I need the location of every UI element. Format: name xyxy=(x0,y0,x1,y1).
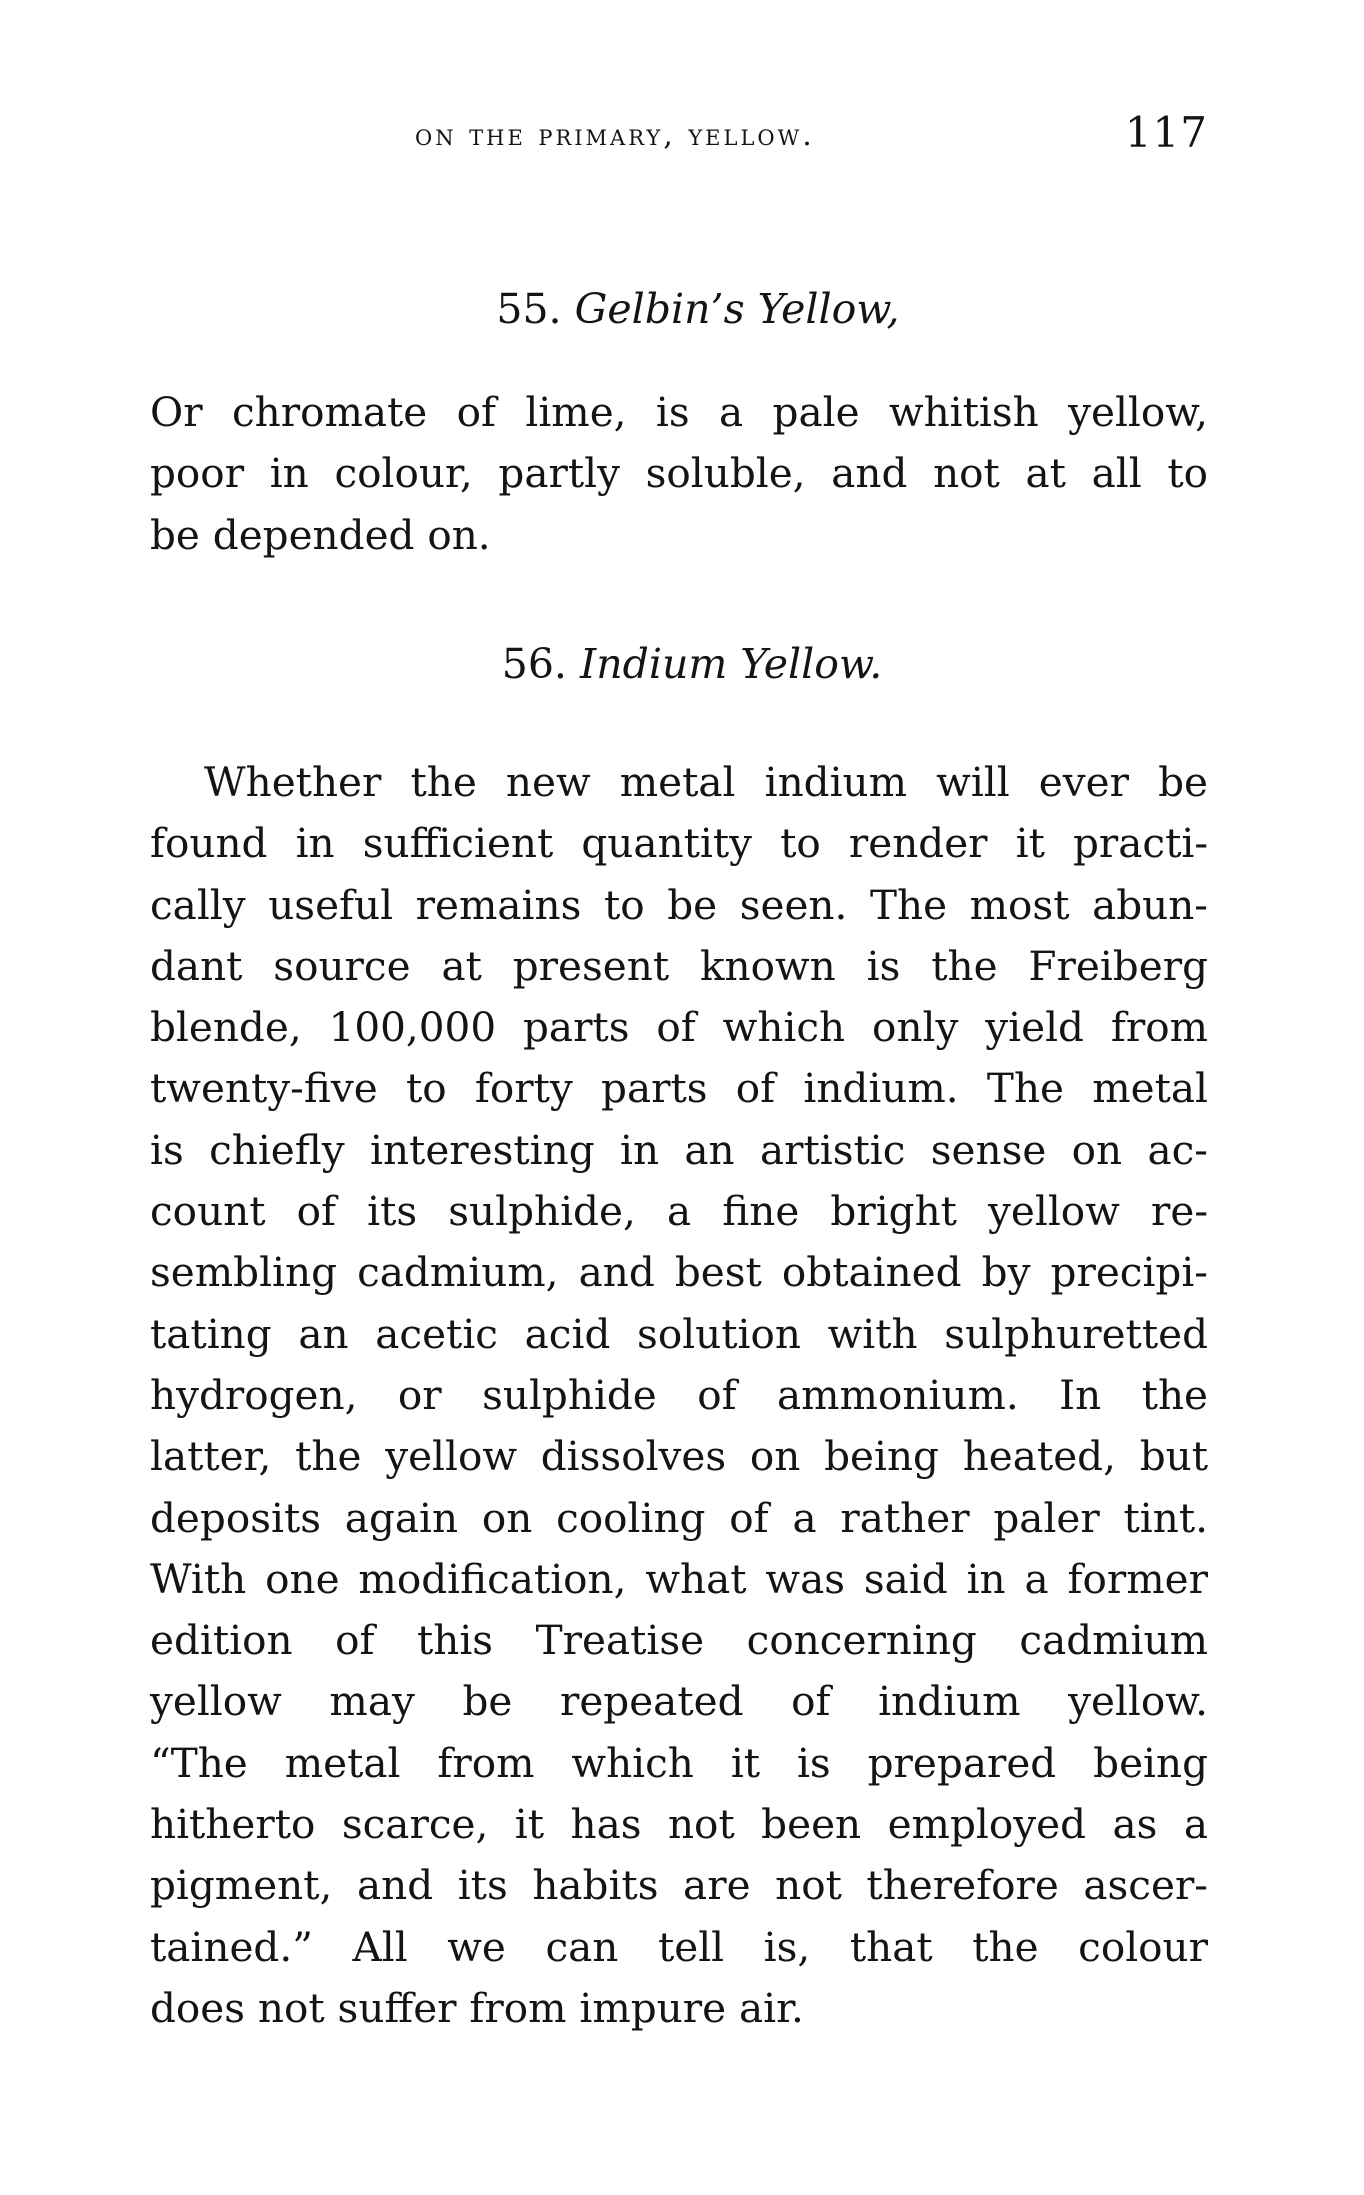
text-line: tained.” All we can tell is, that the colour xyxy=(150,1922,1208,1971)
section-heading-56 xyxy=(150,640,1208,688)
section-number: 56. xyxy=(501,640,567,688)
text-line: sembling cadmium, and best obtained by precipi- xyxy=(150,1248,1208,1297)
paragraph-gelbins-yellow xyxy=(150,382,1208,566)
text-line: found in sufficient quantity to render it practi- xyxy=(150,819,1208,868)
text-line: dant source at present known is the Freiberg xyxy=(150,941,1208,990)
text-line: Whether the new metal indium will ever be xyxy=(204,758,1208,806)
text-line: pigment, and its habits are not therefore ascer- xyxy=(150,1861,1208,1910)
section-title: Indium Yellow. xyxy=(580,640,883,688)
text-line: twenty-five to forty parts of indium. The metal xyxy=(150,1064,1208,1113)
section-title: Gelbin’s Yellow, xyxy=(574,285,900,333)
text-line: count of its sulphide, a fine bright yellow re- xyxy=(150,1187,1208,1236)
text-line: cally useful remains to be seen. The most abun- xyxy=(150,880,1208,929)
text-line: “The metal from which it is prepared being xyxy=(150,1738,1208,1787)
text-line: does not suffer from impure air. xyxy=(150,1983,804,2032)
text-line: With one modification, what was said in a former xyxy=(150,1554,1208,1603)
section-number: 55. xyxy=(496,285,562,333)
text-line: hydrogen, or sulphide of ammonium. In the xyxy=(150,1370,1208,1419)
text-line: poor in colour, partly soluble, and not at all to xyxy=(150,449,1208,498)
text-line: hitherto scarce, it has not been employed as a xyxy=(150,1800,1208,1849)
running-title: on the primary, yellow. xyxy=(415,118,815,153)
running-head xyxy=(150,108,1208,158)
text-line: is chiefly interesting in an artistic sense on ac- xyxy=(150,1125,1208,1174)
text-line: Or chromate of lime, is a pale whitish yellow, xyxy=(150,388,1208,436)
section-heading-55 xyxy=(150,285,1208,333)
text-line: edition of this Treatise concerning cadmium xyxy=(150,1616,1208,1665)
paragraph-indium-yellow xyxy=(150,752,1208,2039)
text-line: be depended on. xyxy=(150,510,491,559)
text-line: latter, the yellow dissolves on being heated, but xyxy=(150,1432,1208,1481)
text-line: yellow may be repeated of indium yellow. xyxy=(150,1677,1208,1726)
text-line: tating an acetic acid solution with sulphuretted xyxy=(150,1309,1208,1358)
text-line: blende, 100,000 parts of which only yield from xyxy=(150,1003,1208,1052)
text-line: deposits again on cooling of a rather paler tint. xyxy=(150,1493,1208,1542)
page-number: 117 xyxy=(1124,108,1208,157)
